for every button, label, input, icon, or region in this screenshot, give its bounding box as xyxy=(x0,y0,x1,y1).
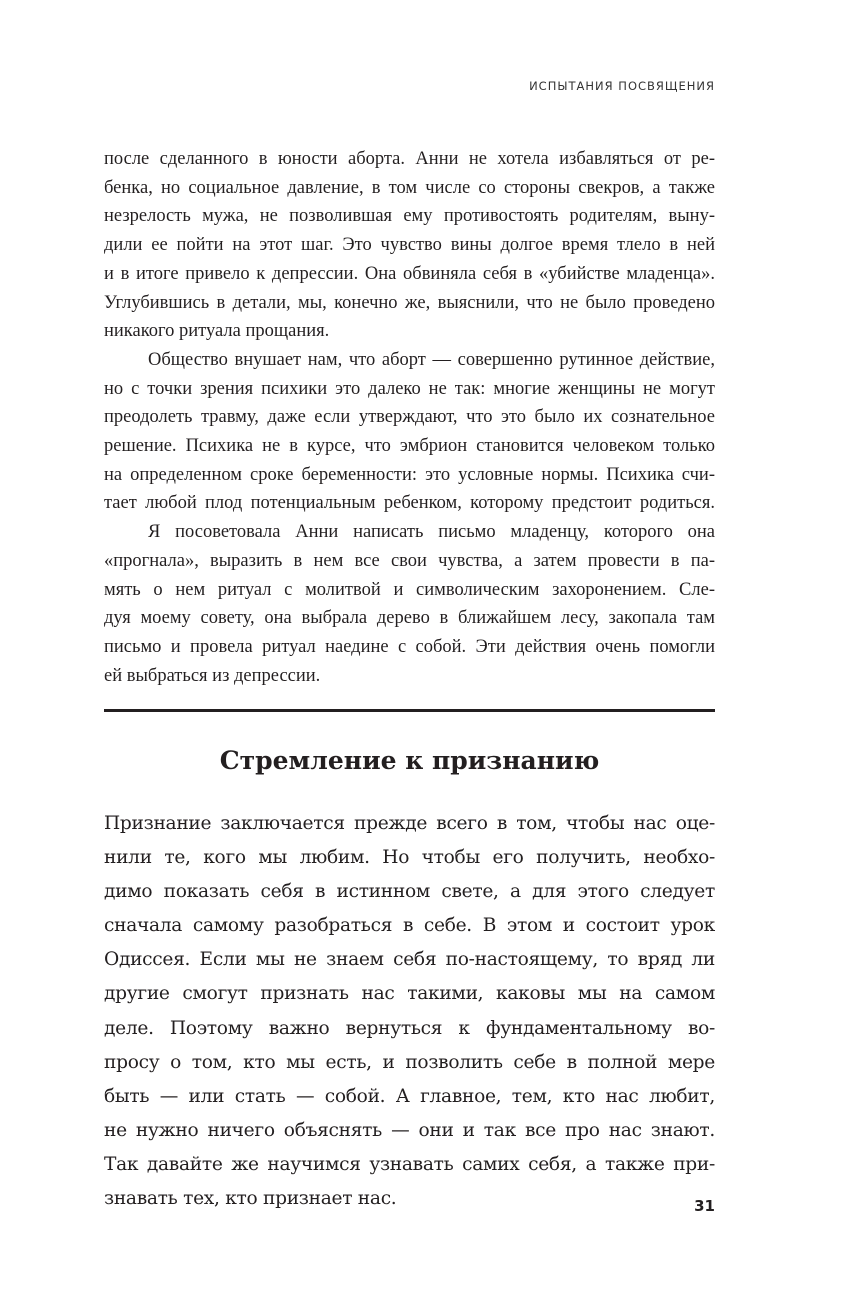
paragraph xyxy=(104,518,715,690)
paragraph xyxy=(104,346,715,518)
running-header: ИСПЫТАНИЯ ПОСВЯЩЕНИЯ xyxy=(529,79,715,93)
text-line: Общество внушает нам, что аборт — совершенно рутинное действие, xyxy=(148,349,715,370)
text-line: просу о том, кто мы есть, и позволить себе в полной мере xyxy=(104,1051,715,1073)
section-previous-text xyxy=(104,145,715,690)
text-line: дили ее пойти на этот шаг. Это чувство вины долгое время тлело в ней xyxy=(104,235,715,256)
text-line: мять о нем ритуал с молитвой и символическим захоронением. Сле- xyxy=(104,579,715,600)
text-line: Признание заключается прежде всего в том, чтобы нас оце- xyxy=(104,813,715,834)
paragraph xyxy=(104,145,715,346)
text-line: Одиссея. Если мы не знаем себя по-настоящему, то вряд ли xyxy=(104,949,715,971)
text-line: преодолеть травму, даже если утверждают, что это было их сознательное xyxy=(104,407,715,428)
text-line: нили те, кого мы любим. Но чтобы его получить, необхо- xyxy=(104,847,715,869)
text-line: «прогнала», выразить в нем все свои чувства, а затем провести в па- xyxy=(104,550,715,571)
text-line: другие смогут признать нас такими, каковы мы на самом xyxy=(104,983,715,1005)
text-line: димо показать себя в истинном свете, а для этого следует xyxy=(104,881,715,903)
section-text xyxy=(104,807,715,1216)
text-line: сначала самому разобраться в себе. В этом и состоит урок xyxy=(104,915,715,937)
text-line: решение. Психика не в курсе, что эмбрион становится человеком только xyxy=(104,436,715,457)
text-line: ей выбраться из депрессии. xyxy=(104,665,321,686)
text-line: и в итоге привело к депрессии. Она обвиняла себя в «убийстве младенца». xyxy=(104,263,715,284)
text-line: незрелость мужа, не позволившая ему противостоять родителям, выну- xyxy=(104,206,715,227)
text-line: Так давайте же научимся узнавать самих себя, а также при- xyxy=(104,1153,715,1175)
text-line: быть — или стать — собой. А главное, тем, кто нас любит, xyxy=(104,1085,715,1107)
section-heading: Стремление к признанию xyxy=(219,746,600,775)
text-line: не нужно ничего объяснять — они и так все про нас знают. xyxy=(104,1119,715,1141)
page-number: 31 xyxy=(694,1197,715,1215)
text-line: письмо и провела ритуал наедине с собой. Эти действия очень помогли xyxy=(104,636,715,657)
text-line: никакого ритуала прощания. xyxy=(104,321,330,342)
text-line: тает любой плод потенциальным ребенком, которому предстоит родиться. xyxy=(104,493,715,514)
text-line: после сделанного в юности аборта. Анни не хотела избавляться от ре- xyxy=(104,149,715,169)
text-line: бенка, но социальное давление, в том числе со стороны свекров, а также xyxy=(104,177,715,198)
text-line: деле. Поэтому важно вернуться к фундаментальному во- xyxy=(104,1017,715,1039)
text-line: Углубившись в детали, мы, конечно же, выяснили, что не было проведено xyxy=(104,292,715,313)
text-line: дуя моему совету, она выбрала дерево в ближайшем лесу, закопала там xyxy=(104,608,715,629)
text-line: знавать тех, кто признает нас. xyxy=(104,1188,397,1210)
section-divider xyxy=(104,709,715,712)
text-line: на определенном сроке беременности: это условные нормы. Психика счи- xyxy=(104,464,715,485)
text-line: Я посоветовала Анни написать письмо младенцу, которого она xyxy=(148,522,715,543)
text-line: но с точки зрения психики это далеко не так: многие женщины не могут xyxy=(104,378,715,399)
